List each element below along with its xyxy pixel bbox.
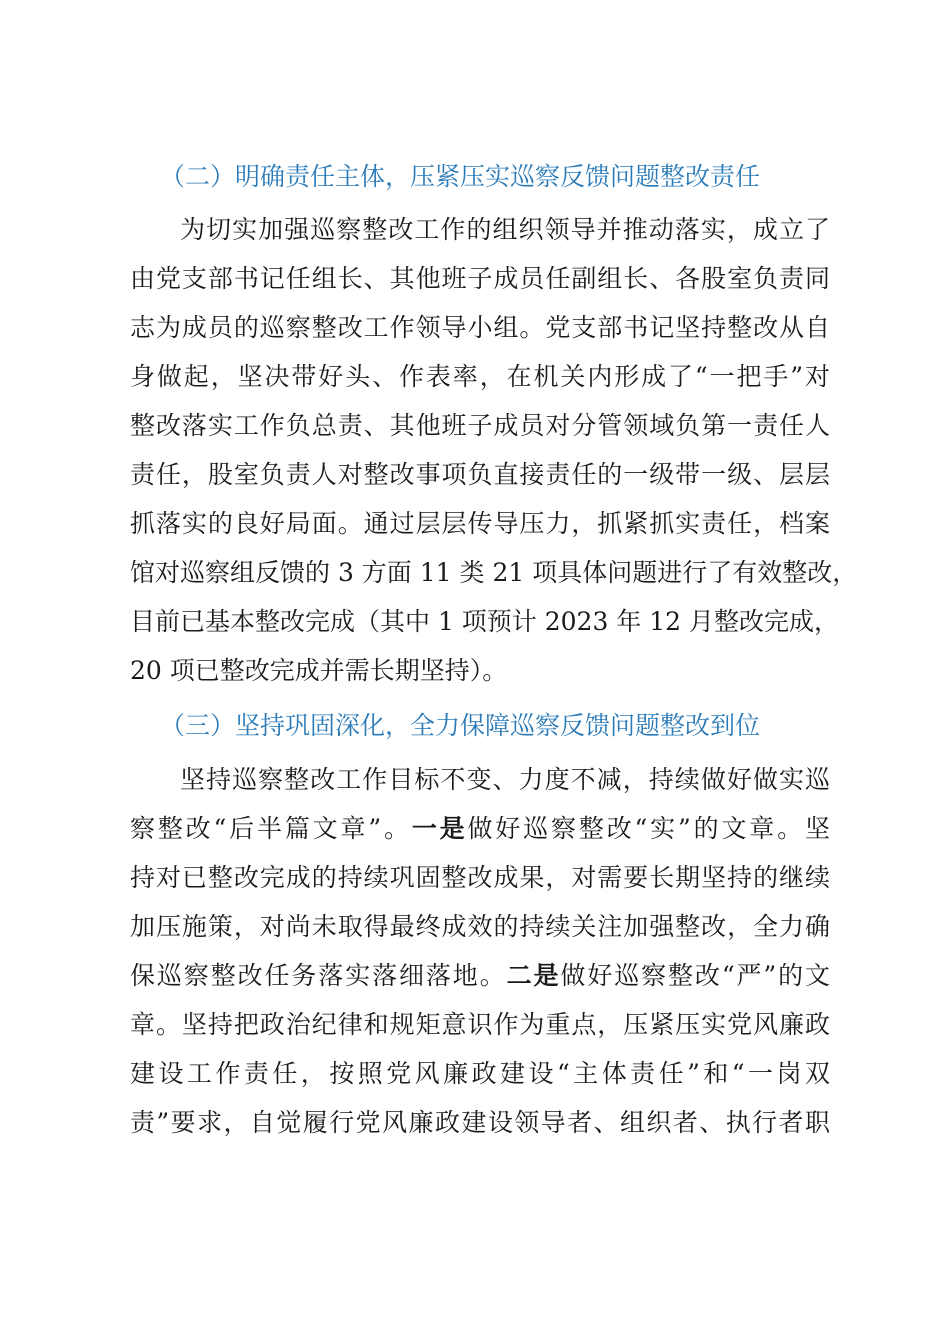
text-segment: 察整改“后半篇文章”。 bbox=[130, 814, 412, 843]
paragraph-line: 目前已基本整改完成（其中 1 项预计 2023 年 12 月整改完成， bbox=[130, 607, 840, 636]
paragraph-line: 抓落实的良好局面。通过层层传导压力，抓紧抓实责任，档案 bbox=[130, 509, 830, 538]
paragraph-line: 馆对巡察组反馈的 3 方面 11 类 21 项具体问题进行了有效整改， bbox=[130, 558, 858, 587]
section-2-heading: （二）明确责任主体，压紧压实巡察反馈问题整改责任 bbox=[160, 162, 761, 191]
text-segment: 保巡察整改任务落实落细落地。 bbox=[130, 961, 507, 990]
paragraph-line: 为切实加强巡察整改工作的组织领导并推动落实，成立了 bbox=[180, 215, 830, 244]
paragraph-line: 加压施策，对尚未取得最终成效的持续关注加强整改，全力确 bbox=[130, 912, 830, 941]
paragraph-line bbox=[130, 805, 830, 853]
paragraph-line: 持对已整改完成的持续巩固整改成果，对需要长期坚持的继续 bbox=[130, 863, 830, 892]
text-segment: 做好巡察整改“严”的文 bbox=[560, 961, 830, 990]
paragraph-line: 20 项已整改完成并需长期坚持）。 bbox=[130, 656, 508, 685]
paragraph-line: 章。坚持把政治纪律和规矩意识作为重点，压紧压实党风廉政 bbox=[130, 1010, 830, 1039]
paragraph-line: 志为成员的巡察整改工作领导小组。党支部书记坚持整改从自 bbox=[130, 313, 830, 342]
paragraph-line: 由党支部书记任组长、其他班子成员任副组长、各股室负责同 bbox=[130, 264, 830, 293]
paragraph-line: 整改落实工作负总责、其他班子成员对分管领域负第一责任人 bbox=[130, 411, 830, 440]
paragraph-line bbox=[130, 952, 830, 1000]
section-3-heading: （三）坚持巩固深化，全力保障巡察反馈问题整改到位 bbox=[160, 711, 761, 740]
paragraph-line: 责任，股室负责人对整改事项负直接责任的一级带一级、层层 bbox=[130, 460, 830, 489]
text-segment: 做好巡察整改“实”的文章。坚 bbox=[467, 814, 830, 843]
emphasis-first: 一是 bbox=[411, 814, 468, 843]
emphasis-second: 二是 bbox=[506, 961, 561, 990]
paragraph-line: 建设工作责任，按照党风廉政建设“主体责任”和“一岗双 bbox=[130, 1059, 830, 1088]
paragraph-line: 责”要求，自觉履行党风廉政建设领导者、组织者、执行者职 bbox=[130, 1108, 830, 1137]
paragraph-line: 坚持巡察整改工作目标不变、力度不减，持续做好做实巡 bbox=[180, 765, 830, 794]
paragraph-line: 身做起，坚决带好头、作表率，在机关内形成了“一把手”对 bbox=[130, 362, 830, 391]
